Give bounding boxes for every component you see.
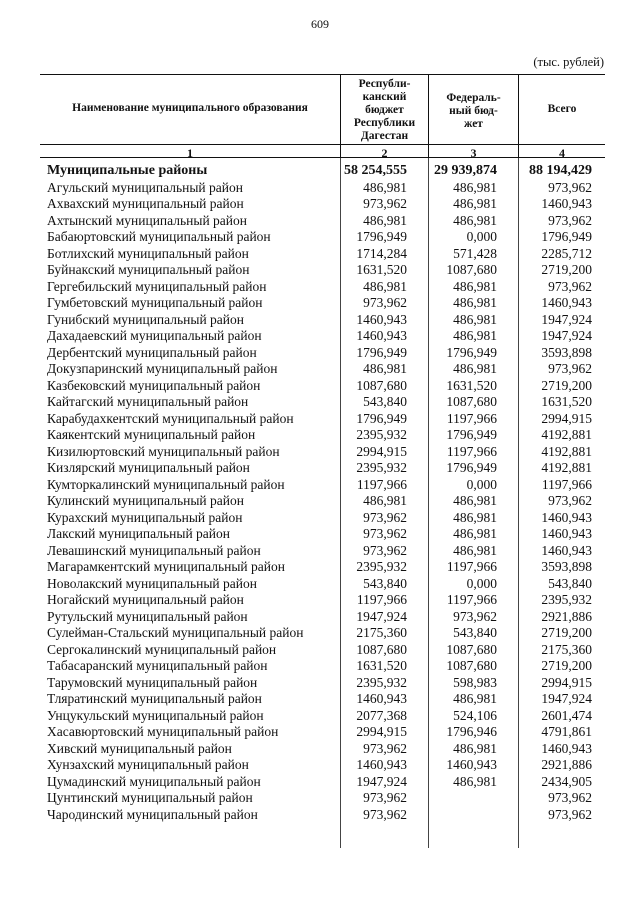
total-value: 4192,881: [541, 443, 592, 459]
republic-header-line: канский: [362, 91, 407, 103]
table-row: [47, 180, 592, 197]
total-value: 1460,943: [541, 740, 592, 756]
district-name: Цунтинский муниципальный район: [47, 790, 253, 805]
page-number: 609: [311, 17, 329, 31]
total-value: 2434,905: [541, 773, 592, 789]
district-name: Хунзахский муниципальный район: [47, 757, 249, 772]
district-name: Дербентский муниципальный район: [47, 344, 257, 360]
table-row: [47, 460, 592, 477]
federal-budget-value: 1087,680: [446, 262, 497, 277]
district-name: Гергебильский муниципальный район: [47, 278, 267, 294]
republic-budget-value: 973,962: [363, 526, 407, 541]
federal-budget-value: 486,981: [453, 773, 497, 789]
table-row: [47, 526, 592, 543]
total-value: 3593,898: [541, 559, 592, 574]
table-row: [47, 444, 592, 461]
total-value: 1947,924: [541, 328, 592, 343]
total-value: 1197,966: [541, 476, 592, 492]
federal-budget-value: 486,981: [453, 179, 497, 195]
group-federal-value: 29 939,874: [434, 163, 497, 178]
total-value: 2285,712: [541, 245, 592, 261]
federal-budget-value: 1087,680: [446, 641, 497, 657]
federal-column-header: [429, 92, 518, 131]
total-value: 1631,520: [541, 394, 592, 409]
district-name: Гумбетовский муниципальный район: [47, 295, 263, 310]
district-name: Ахвахский муниципальный район: [47, 196, 244, 211]
federal-budget-value: 486,981: [453, 493, 497, 508]
federal-budget-value: [407, 790, 497, 807]
table-row: [47, 741, 592, 758]
republic-budget-value: 1796,949: [356, 344, 407, 360]
republic-budget-value: 2994,915: [356, 443, 407, 459]
republic-budget-value: 973,962: [363, 295, 407, 310]
republic-budget-value: 2994,915: [356, 724, 407, 739]
republic-budget-value: 973,962: [363, 196, 407, 211]
republic-budget-value: 1460,943: [356, 328, 407, 343]
district-name: Гунибский муниципальный район: [47, 311, 244, 327]
district-name: Табасаранский муниципальный район: [47, 658, 268, 673]
total-value: 973,962: [548, 212, 592, 228]
table-row: [47, 427, 592, 444]
total-value: 2719,200: [541, 658, 592, 673]
table-row: [47, 411, 592, 428]
total-value: 2719,200: [541, 377, 592, 393]
federal-budget-value: 486,981: [453, 542, 497, 558]
republic-budget-value: 973,962: [363, 509, 407, 525]
federal-budget-value: 486,981: [453, 740, 497, 756]
total-value: 973,962: [548, 361, 592, 376]
republic-budget-value: 1197,966: [356, 476, 407, 492]
republic-budget-value: 973,962: [363, 790, 407, 805]
table-row: [47, 493, 592, 510]
district-name: Казбековский муниципальный район: [47, 377, 261, 393]
republic-budget-value: 2395,932: [356, 427, 407, 442]
federal-budget-value: 486,981: [453, 526, 497, 541]
table-row: [47, 246, 592, 263]
total-value: 543,840: [548, 575, 592, 591]
total-value: 1947,924: [541, 691, 592, 706]
district-name: Хивский муниципальный район: [47, 740, 232, 756]
table-row: [47, 345, 592, 362]
district-name: Унцукульский муниципальный район: [47, 707, 264, 723]
district-name: Лакский муниципальный район: [47, 526, 231, 541]
republic-budget-value: 543,840: [363, 394, 407, 409]
federal-budget-value: 973,962: [453, 608, 497, 624]
district-name: Рутульский муниципальный район: [47, 608, 248, 624]
republic-budget-value: 1947,924: [356, 608, 407, 624]
total-value: 2994,915: [541, 410, 592, 426]
total-value: 2175,360: [541, 641, 592, 657]
federal-budget-value: 1197,966: [446, 559, 497, 574]
table-row: [47, 625, 592, 642]
district-name: Магарамкентский муниципальный район: [47, 559, 285, 574]
republic-budget-value: 2175,360: [356, 625, 407, 640]
district-name: Кумторкалинский муниципальный район: [47, 476, 285, 492]
federal-budget-value: 486,981: [453, 509, 497, 525]
republic-budget-value: 1197,966: [356, 592, 407, 607]
district-name: Тарумовский муниципальный район: [47, 674, 258, 690]
republic-budget-value: 1087,680: [356, 641, 407, 657]
republic-budget-value: 543,840: [363, 575, 407, 591]
district-name: Агульский муниципальный район: [47, 179, 243, 195]
federal-budget-value: 0,000: [466, 476, 497, 492]
republic-column-header: [341, 78, 428, 143]
column-number-2: 2: [381, 146, 388, 160]
total-value: 2719,200: [541, 262, 592, 277]
group-name: Муниципальные районы: [47, 163, 208, 178]
federal-budget-value: 0,000: [466, 575, 497, 591]
republic-budget-value: 2395,932: [356, 674, 407, 690]
district-name: Кулинский муниципальный район: [47, 493, 244, 508]
table-row: [47, 576, 592, 593]
republic-budget-value: 1714,284: [356, 245, 407, 261]
column-number-4: 4: [559, 146, 565, 160]
republic-budget-value: 486,981: [363, 212, 407, 228]
federal-budget-value: 1796,946: [446, 724, 497, 739]
federal-budget-value: 0,000: [466, 229, 497, 244]
district-name: Цумадинский муниципальный район: [47, 773, 261, 789]
federal-budget-value: 524,106: [453, 707, 497, 723]
table-row: [47, 312, 592, 329]
table-row: [47, 361, 592, 378]
total-value: 973,962: [548, 806, 592, 822]
column-number-3: 3: [470, 146, 477, 160]
total-value: 1460,943: [541, 542, 592, 558]
federal-budget-value: 1631,520: [446, 377, 497, 393]
federal-budget-value: 1460,943: [446, 757, 497, 772]
table-row: [47, 675, 592, 692]
republic-header-line: Дагестан: [360, 130, 409, 142]
total-value: 973,962: [548, 278, 592, 294]
table-row: [47, 196, 592, 213]
republic-budget-value: 486,981: [363, 361, 407, 376]
republic-header-line: Республики: [353, 117, 416, 129]
district-name: Дахадаевский муниципальный район: [47, 328, 262, 343]
federal-budget-value: 1087,680: [446, 394, 497, 409]
federal-budget-value: 543,840: [453, 625, 497, 640]
republic-budget-value: 2077,368: [356, 707, 407, 723]
table-row: [47, 757, 592, 774]
federal-header-line: Федераль-: [446, 92, 501, 104]
district-name: Бабаюртовский муниципальный район: [47, 229, 271, 244]
table-row: [47, 229, 592, 246]
district-name: Ногайский муниципальный район: [47, 592, 244, 607]
total-value: 3593,898: [541, 344, 592, 360]
federal-budget-value: 486,981: [453, 295, 497, 310]
republic-budget-value: 1460,943: [356, 311, 407, 327]
total-value: 2719,200: [541, 625, 592, 640]
republic-budget-value: 486,981: [363, 493, 407, 508]
total-value: 2921,886: [541, 608, 592, 624]
district-name: Докузпаринский муниципальный район: [47, 361, 278, 376]
column-number-1: 1: [187, 146, 193, 160]
total-value: 1460,943: [541, 295, 592, 310]
federal-budget-value: 1197,966: [446, 443, 497, 459]
table-body: [47, 163, 592, 823]
district-name: Кайтагский муниципальный район: [47, 394, 249, 409]
table-row: [47, 328, 592, 345]
federal-budget-value: 1796,949: [446, 427, 497, 442]
units-label: (тыс. рублей): [533, 55, 604, 69]
total-value: 2395,932: [541, 592, 592, 607]
total-value: 2601,474: [541, 707, 592, 723]
total-value: 973,962: [548, 179, 592, 195]
total-value: 1460,943: [541, 509, 592, 525]
republic-budget-value: 973,962: [363, 542, 407, 558]
republic-budget-value: 973,962: [363, 806, 407, 822]
total-column-header: Всего: [547, 103, 577, 115]
federal-budget-value: 486,981: [453, 278, 497, 294]
table-row: [47, 477, 592, 494]
federal-budget-value: [407, 807, 497, 824]
republic-budget-value: 2395,932: [356, 460, 407, 475]
district-name: Левашинский муниципальный район: [47, 542, 261, 558]
district-name: Ахтынский муниципальный район: [47, 212, 247, 228]
total-value: 1796,949: [541, 229, 592, 244]
district-name: Каякентский муниципальный район: [47, 427, 256, 442]
republic-budget-value: 486,981: [363, 278, 407, 294]
table-row: [47, 790, 592, 807]
federal-budget-value: 1796,949: [446, 460, 497, 475]
table-row: [47, 559, 592, 576]
district-name: Курахский муниципальный район: [47, 509, 243, 525]
republic-header-line: Республи-: [358, 78, 411, 90]
federal-budget-value: 1197,966: [446, 592, 497, 607]
table-row: [47, 213, 592, 230]
table-row: [47, 724, 592, 741]
republic-budget-value: 2395,932: [356, 559, 407, 574]
table-row: [47, 691, 592, 708]
republic-budget-value: 486,981: [363, 179, 407, 195]
republic-budget-value: 1087,680: [356, 377, 407, 393]
district-name: Сергокалинский муниципальный район: [47, 641, 277, 657]
table-row: [47, 658, 592, 675]
federal-budget-value: 486,981: [453, 212, 497, 228]
republic-budget-value: 1631,520: [356, 658, 407, 673]
republic-budget-value: 973,962: [363, 740, 407, 756]
table-row: [47, 262, 592, 279]
federal-budget-value: 486,981: [453, 196, 497, 211]
district-name: Кизилюртовский муниципальный район: [47, 443, 280, 459]
table-row: [47, 279, 592, 296]
federal-budget-value: 486,981: [453, 328, 497, 343]
federal-budget-value: 1087,680: [446, 658, 497, 673]
district-name: Ботлихский муниципальный район: [47, 245, 249, 261]
district-name: Тляратинский муниципальный район: [47, 691, 262, 706]
district-name: Буйнакский муниципальный район: [47, 262, 250, 277]
table-row: [47, 708, 592, 725]
federal-budget-value: 571,428: [453, 245, 497, 261]
table-row: [47, 774, 592, 791]
republic-budget-value: 1460,943: [356, 757, 407, 772]
budget-table: [47, 163, 592, 823]
republic-budget-value: 1796,949: [356, 410, 407, 426]
district-name: Кизлярский муниципальный район: [47, 460, 250, 475]
table-row: [47, 609, 592, 626]
republic-budget-value: 1947,924: [356, 773, 407, 789]
table-row: [47, 543, 592, 560]
federal-budget-value: 1197,966: [446, 410, 497, 426]
group-row: [47, 163, 592, 180]
total-value: 973,962: [548, 790, 592, 805]
federal-budget-value: 1796,949: [446, 344, 497, 360]
federal-header-line: жет: [464, 118, 483, 130]
total-value: 1460,943: [541, 526, 592, 541]
total-value: 4791,861: [541, 724, 592, 739]
district-name: Чародинский муниципальный район: [47, 806, 258, 822]
district-name: Хасавюртовский муниципальный район: [47, 724, 279, 739]
total-value: 4192,881: [541, 460, 592, 475]
total-value: 973,962: [548, 493, 592, 508]
table-row: [47, 592, 592, 609]
total-value: 4192,881: [541, 427, 592, 442]
group-total-value: 88 194,429: [529, 163, 592, 178]
table-row: [47, 642, 592, 659]
table-row: [47, 807, 592, 824]
republic-budget-value: 1460,943: [356, 691, 407, 706]
table-row: [47, 378, 592, 395]
district-name: Новолакский муниципальный район: [47, 575, 257, 591]
republic-budget-value: 1631,520: [356, 262, 407, 277]
republic-budget-value: 1796,949: [356, 229, 407, 244]
total-value: 1947,924: [541, 311, 592, 327]
federal-budget-value: 486,981: [453, 311, 497, 327]
header-bottom-rule: [40, 144, 605, 145]
republic-header-line: бюджет: [365, 104, 404, 116]
table-row: [47, 295, 592, 312]
header-top-rule: [40, 74, 605, 75]
total-value: 2994,915: [541, 674, 592, 690]
federal-budget-value: 486,981: [453, 361, 497, 376]
name-column-header: Наименование муниципального образования: [72, 102, 308, 114]
federal-budget-value: 598,983: [453, 674, 497, 690]
federal-header-line: ный бюд-: [449, 105, 498, 117]
table-row: [47, 510, 592, 527]
federal-budget-value: 486,981: [453, 691, 497, 706]
district-name: Сулейман-Стальский муниципальный район: [47, 625, 304, 640]
table-row: [47, 394, 592, 411]
total-value: 1460,943: [541, 196, 592, 211]
district-name: Карабудахкентский муниципальный район: [47, 410, 294, 426]
group-republic-value: 58 254,555: [344, 163, 407, 178]
total-value: 2921,886: [541, 757, 592, 772]
